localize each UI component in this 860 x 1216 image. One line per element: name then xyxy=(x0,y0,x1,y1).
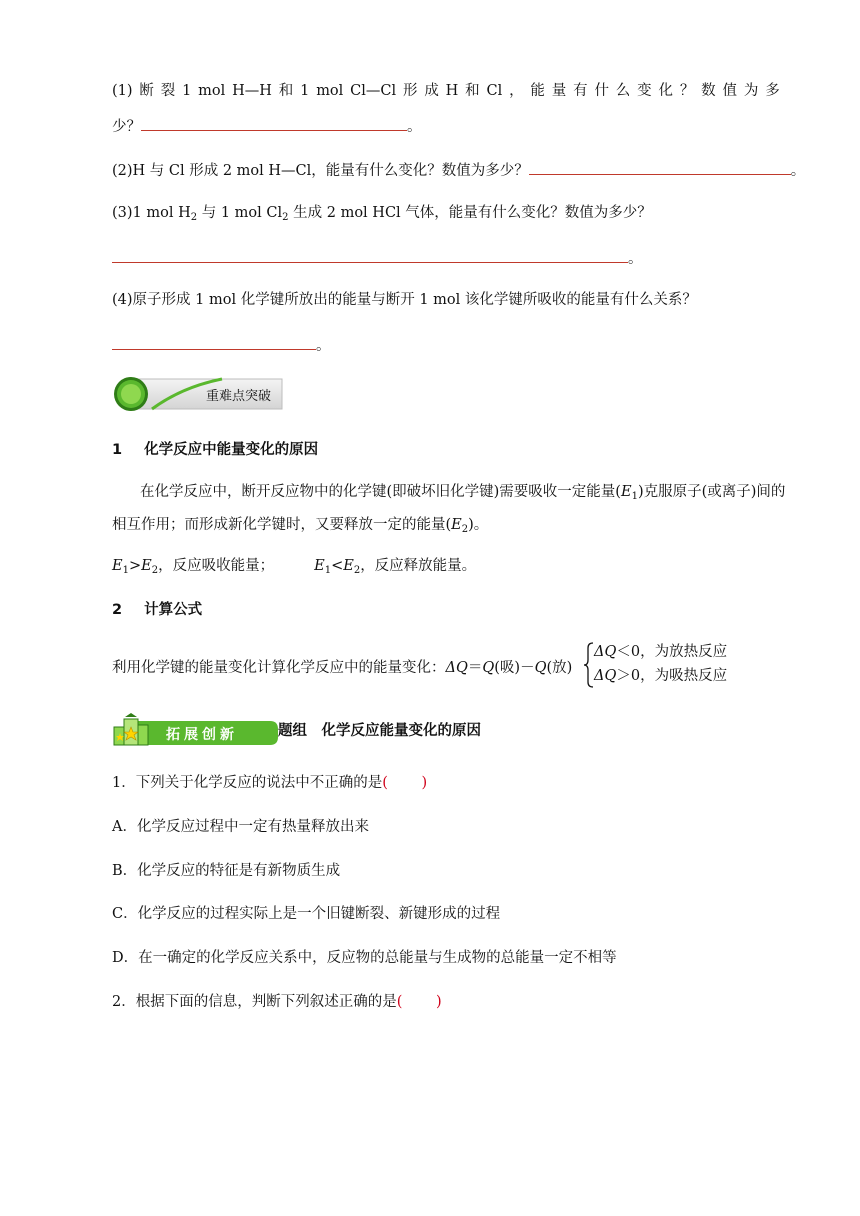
q4-answer-blank[interactable] xyxy=(112,333,316,350)
para2-b: )。 xyxy=(468,517,489,533)
q3-suffix: 。 xyxy=(628,251,643,267)
q2-line xyxy=(112,158,805,181)
q1-suffix: 。 xyxy=(407,119,422,135)
q3-answer-line xyxy=(112,246,643,269)
section1-title: 化学反应中能量变化的原因 xyxy=(144,442,319,458)
mcq1-stem-text: 1．下列关于化学反应的说法中不正确的是 xyxy=(112,775,383,791)
para2-E: E xyxy=(451,517,462,533)
q2-suffix: 。 xyxy=(790,163,806,179)
q1-word: (1) xyxy=(112,83,133,99)
cmp1-s2: 2 xyxy=(151,565,159,576)
q3-sub-b: 2 xyxy=(282,212,289,223)
case1-dq: ΔQ xyxy=(594,644,617,660)
q1-word: 1 xyxy=(300,83,310,99)
mcq1-answer-paren[interactable]: ( ) xyxy=(382,775,428,791)
q1-word: 变 xyxy=(637,83,652,99)
section1-para-line1 xyxy=(140,482,785,507)
q3-sub-a: 2 xyxy=(190,212,198,223)
q1-word: 值 xyxy=(722,83,738,99)
q3-text-a: (3)1 mol H xyxy=(112,205,191,221)
q1-word: 量 xyxy=(551,83,567,99)
para1-a: 在化学反应中，断开反应物中的化学键(即破坏旧化学键)需要吸收一定能量( xyxy=(140,484,621,500)
mcq2-stem xyxy=(112,992,442,1012)
q3-text-c: 生成 2 mol HCl 气体，能量有什么变化？数值为多少？ xyxy=(288,205,652,221)
formula-prefix: 利用化学键的能量变化计算化学反应中的能量变化： xyxy=(112,660,446,676)
q1-word: 成 xyxy=(424,83,439,99)
mcq1-option-d: D．在一确定的化学反应关系中，反应物的总能量与生成物的总能量一定不相等 xyxy=(112,950,617,966)
mcq1-option-b: B．化学反应的特征是有新物质生成 xyxy=(112,863,341,879)
cmp2-E2: E xyxy=(343,558,354,574)
section1-num: 1 xyxy=(112,442,123,458)
formula-release: (放) xyxy=(546,660,573,676)
para2-E-sub: 2 xyxy=(461,524,469,535)
formula-line xyxy=(112,658,572,678)
q1-word: 有 xyxy=(573,83,588,99)
banner2-label: 拓展创新 xyxy=(166,727,238,743)
q3-text-b: 与 1 mol Cl xyxy=(197,205,283,221)
case2-dq: ΔQ xyxy=(594,668,617,684)
mcq1-stem xyxy=(112,773,427,793)
cmp2-text: ，反应释放能量。 xyxy=(360,558,477,574)
banner2-after xyxy=(278,721,481,741)
q1-word: 断 xyxy=(139,83,154,99)
q4-answer-line xyxy=(112,333,331,356)
mcq1-option[interactable] xyxy=(112,861,340,881)
mcq2-answer-paren[interactable]: ( ) xyxy=(396,994,442,1010)
case2 xyxy=(594,666,727,686)
mcq1-option[interactable] xyxy=(112,948,617,968)
q1-word: ？ xyxy=(679,83,695,99)
q1-word: mol xyxy=(198,83,226,99)
section1-compare xyxy=(112,556,476,581)
section-banner-key-points xyxy=(112,375,288,413)
section1-para-line2 xyxy=(112,515,488,540)
cmp2-s2: 2 xyxy=(353,565,361,576)
q1-word: 数 xyxy=(701,83,716,99)
q1-line2 xyxy=(112,114,422,137)
para2-a: 相互作用；而形成新化学键时，又要释放一定的能量( xyxy=(112,517,452,533)
banner1-label: 重难点突破 xyxy=(206,389,272,404)
q1-word: 和 xyxy=(465,83,480,99)
formula-eq: ＝ xyxy=(467,660,483,676)
q1-word: 什 xyxy=(594,83,609,99)
formula-q2: Q xyxy=(534,660,547,676)
formula-dq: ΔQ xyxy=(445,660,468,676)
q1-word: 形 xyxy=(402,83,418,99)
q1-word: 多 xyxy=(765,83,780,99)
case2-text: ＞0，为吸热反应 xyxy=(616,668,728,684)
q1-word: H—H xyxy=(232,83,272,99)
q3-answer-blank[interactable] xyxy=(112,246,628,263)
q1-word: 裂 xyxy=(160,83,176,99)
cmp1-E1: E xyxy=(112,558,123,574)
q1-word: 1 xyxy=(182,83,192,99)
banner2-group-title: 题组 化学反应能量变化的原因 xyxy=(278,723,481,739)
para1-b: )克服原子(或离子)间的 xyxy=(637,484,786,500)
mcq1-option-a: A．化学反应过程中一定有热量释放出来 xyxy=(112,819,369,835)
case1-text: ＜0，为放热反应 xyxy=(616,644,728,660)
q1-word: H xyxy=(445,83,459,99)
q1-word: mol xyxy=(316,83,344,99)
section-banner-extension xyxy=(112,713,280,747)
q1-word: 和 xyxy=(278,83,294,99)
q3-line xyxy=(112,203,652,228)
mcq1-option[interactable] xyxy=(112,904,500,924)
section1-heading xyxy=(112,440,318,460)
case1 xyxy=(594,642,727,662)
mcq1-option-c: C．化学反应的过程实际上是一个旧键断裂、新键形成的过程 xyxy=(112,906,501,922)
para1-E: E xyxy=(620,484,632,500)
cmp1-op: > xyxy=(128,558,142,574)
section2-heading xyxy=(112,600,202,620)
cmp1-s1: 1 xyxy=(122,565,129,576)
q1-word: Cl xyxy=(486,83,503,99)
q4-suffix: 。 xyxy=(316,338,331,354)
left-brace-icon xyxy=(584,642,594,688)
section2-title: 计算公式 xyxy=(144,602,203,618)
q1-answer-blank[interactable] xyxy=(141,114,407,131)
cmp2-s1: 1 xyxy=(324,565,332,576)
q4-text: (4)原子形成 1 mol 化学键所放出的能量与断开 1 mol 该化学键所吸收的能量有什么关系？ xyxy=(112,292,697,308)
cmp2-op: < xyxy=(331,558,344,574)
mcq2-stem-text: 2．根据下面的信息，判断下列叙述正确的是 xyxy=(112,994,397,1010)
q2-answer-blank[interactable] xyxy=(529,158,791,175)
para1-E-sub: 1 xyxy=(631,491,638,502)
q1-word: 化 xyxy=(658,83,673,99)
formula-q1: Q xyxy=(482,660,495,676)
section2-num: 2 xyxy=(112,602,123,618)
mcq1-option[interactable] xyxy=(112,817,369,837)
q1-word: 么 xyxy=(615,83,631,99)
q1-word: ， xyxy=(509,83,524,99)
q4-line xyxy=(112,290,697,310)
q1-line1 xyxy=(112,81,780,101)
q1-prefix: 少？ xyxy=(112,119,141,135)
q1-word: 能 xyxy=(530,83,545,99)
q1-word: 为 xyxy=(743,83,759,99)
castle-star-icon xyxy=(114,713,148,745)
cmp1-E2: E xyxy=(141,558,152,574)
cmp1-text: ，反应吸收能量； xyxy=(158,558,275,574)
formula-absorb: (吸)－ xyxy=(494,660,535,676)
cmp2-E1: E xyxy=(314,558,325,574)
q2-text: (2)H 与 Cl 形成 2 mol H—Cl，能量有什么变化？数值为多少？ xyxy=(112,163,529,179)
q1-word: Cl—Cl xyxy=(350,83,397,99)
